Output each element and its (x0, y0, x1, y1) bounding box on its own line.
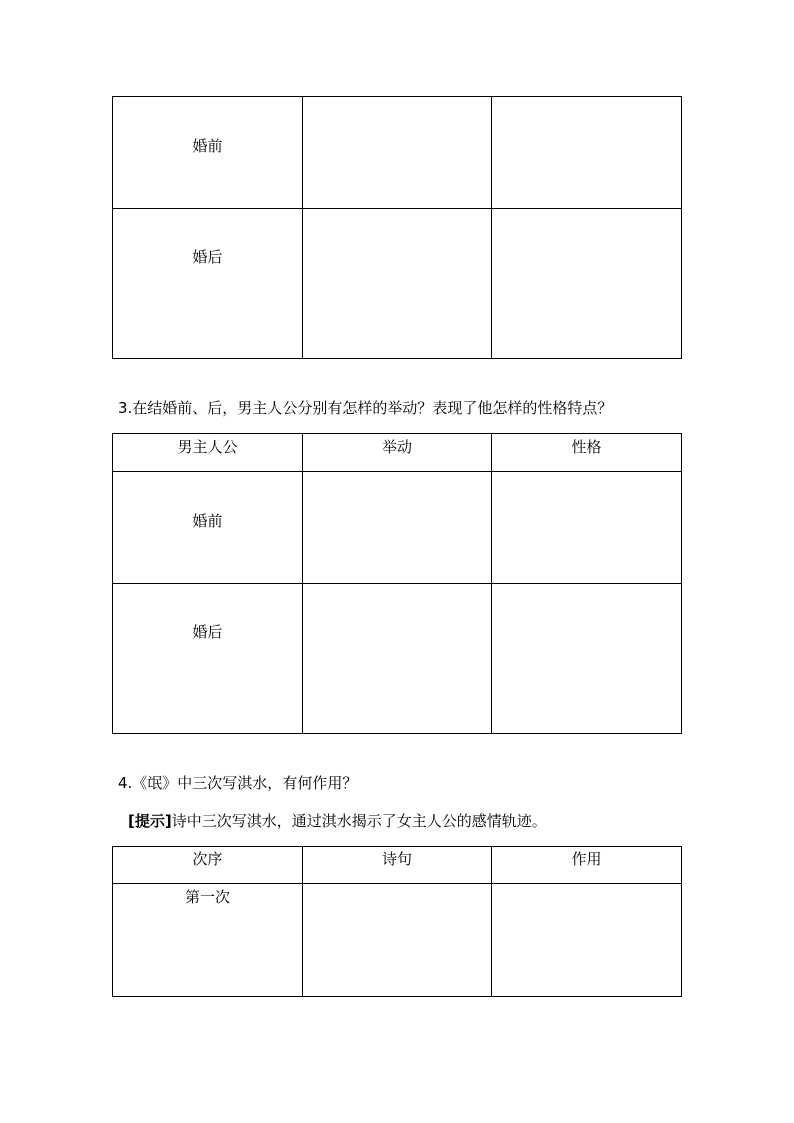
answer-cell[interactable] (492, 209, 682, 359)
hint-text: 诗中三次写淇水，通过淇水揭示了女主人公的感情轨迹。 (171, 812, 547, 830)
table-row (113, 584, 682, 734)
table-row (113, 209, 682, 359)
table-header-row (113, 847, 682, 884)
answer-cell[interactable] (303, 472, 492, 584)
header-cell (303, 847, 492, 884)
header-cell (492, 847, 682, 884)
row-label: 婚前 (192, 137, 223, 155)
header-label: 性格 (571, 438, 602, 456)
answer-cell[interactable] (492, 97, 682, 209)
table-row (113, 472, 682, 584)
row-label-cell (113, 209, 303, 359)
header-label: 作用 (571, 850, 602, 868)
answer-cell[interactable] (303, 97, 492, 209)
table-male-protagonist (112, 433, 682, 734)
header-label: 举动 (381, 438, 412, 456)
header-label: 诗句 (381, 850, 412, 868)
header-cell (492, 434, 682, 472)
row-label: 婚后 (192, 248, 223, 266)
question-3: 3.在结婚前、后，男主人公分别有怎样的举动？表现了他怎样的性格特点？ (118, 399, 613, 417)
table-row (113, 97, 682, 209)
row-label-cell (113, 584, 303, 734)
header-label: 次序 (192, 850, 223, 868)
answer-cell[interactable] (303, 884, 492, 997)
hint-line (128, 811, 547, 831)
header-cell (113, 847, 303, 884)
row-label: 婚后 (192, 623, 223, 641)
answer-cell[interactable] (303, 584, 492, 734)
answer-cell[interactable] (492, 884, 682, 997)
table-qi-river (112, 846, 682, 997)
table-marriage-female (112, 96, 682, 359)
answer-cell[interactable] (492, 584, 682, 734)
row-label: 第一次 (184, 888, 230, 906)
answer-cell[interactable] (492, 472, 682, 584)
hint-tag: [提示] (128, 812, 172, 830)
question-4: 4.《氓》中三次写淇水，有何作用？ (118, 774, 358, 792)
row-label: 婚前 (192, 512, 223, 530)
row-label-cell (113, 472, 303, 584)
table-row (113, 884, 682, 997)
header-cell (303, 434, 492, 472)
header-label: 男主人公 (177, 438, 238, 456)
row-label-cell (113, 884, 303, 997)
row-label-cell (113, 97, 303, 209)
header-cell (113, 434, 303, 472)
table-header-row (113, 434, 682, 472)
answer-cell[interactable] (303, 209, 492, 359)
